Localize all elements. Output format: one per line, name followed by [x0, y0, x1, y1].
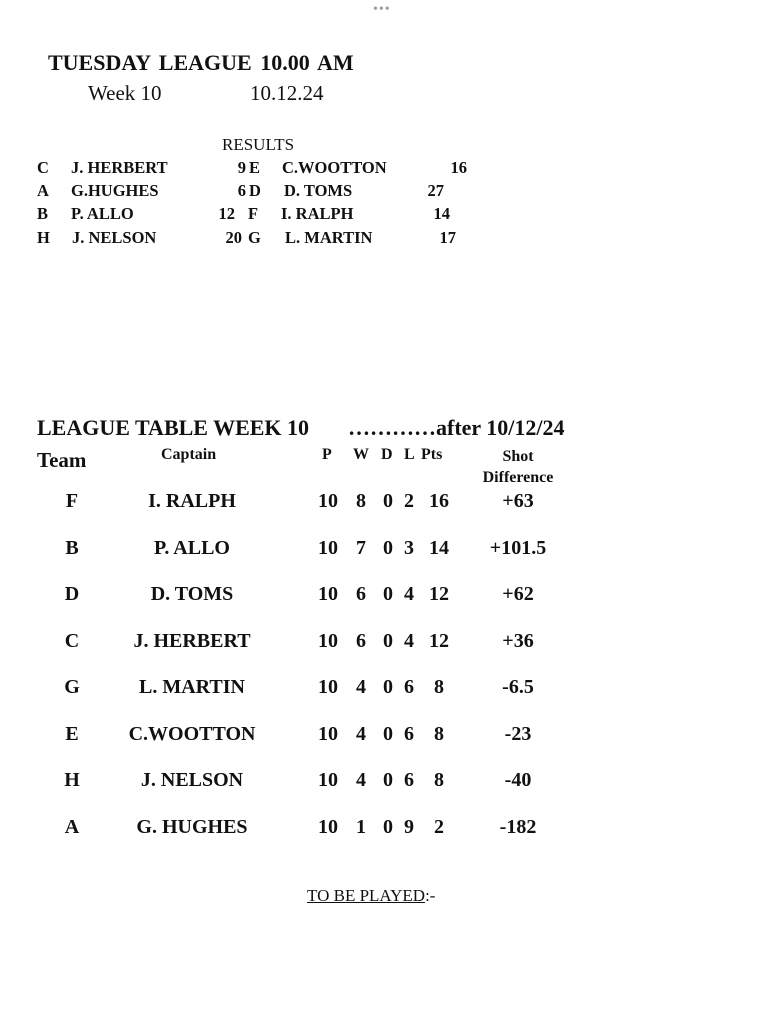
points-cell: 8: [434, 723, 444, 745]
team-cell: E: [65, 723, 79, 745]
result-home-score: 20: [225, 228, 242, 247]
results-heading: RESULTS: [222, 135, 295, 154]
captain-cell: G. HUGHES: [136, 816, 248, 838]
lost-cell: 6: [404, 676, 414, 698]
played-cell: 10: [318, 490, 338, 512]
lost-cell: 9: [404, 816, 414, 838]
played-cell: 10: [318, 583, 338, 605]
points-cell: 8: [434, 769, 444, 791]
shot-difference-cell: -182: [499, 816, 537, 838]
result-away-rink: D: [249, 181, 261, 200]
team-cell: D: [64, 583, 80, 605]
team-cell: C: [64, 630, 80, 652]
column-header-played: P: [322, 446, 332, 463]
result-away-rink: E: [249, 158, 261, 177]
result-away-rink: G: [248, 228, 261, 247]
result-home-name: G.HUGHES: [71, 181, 159, 200]
team-cell: A: [64, 816, 80, 838]
column-header-points: Pts: [421, 446, 443, 463]
captain-cell: J. NELSON: [140, 769, 244, 791]
team-cell: G: [64, 676, 80, 698]
team-cell: B: [65, 537, 79, 559]
result-away-name: D. TOMS: [284, 181, 353, 200]
result-home-name: J. HERBERT: [71, 158, 168, 177]
won-cell: 6: [356, 583, 366, 605]
captain-cell: I. RALPH: [148, 490, 236, 512]
result-home-score: 12: [218, 204, 235, 223]
won-cell: 4: [356, 769, 366, 791]
column-header-lost: L: [404, 446, 415, 463]
captain-cell: P. ALLO: [154, 537, 230, 559]
to-be-played-label: TO BE PLAYED: [307, 886, 426, 905]
shot-difference-cell: +101.5: [489, 537, 547, 559]
result-home-name: P. ALLO: [71, 204, 134, 223]
captain-cell: L. MARTIN: [139, 676, 245, 698]
column-header-shot-difference: Shot Difference: [482, 448, 554, 486]
result-home-score: 6: [237, 181, 246, 200]
column-header-drawn: D: [381, 446, 393, 463]
drawn-cell: 0: [383, 583, 393, 605]
points-cell: 8: [434, 676, 444, 698]
won-cell: 7: [356, 537, 366, 559]
shot-difference-cell: -40: [504, 769, 532, 791]
won-cell: 1: [356, 816, 366, 838]
result-home-rink: B: [37, 204, 49, 223]
lost-cell: 3: [404, 537, 414, 559]
shot-difference-cell: -6.5: [502, 676, 534, 698]
shot-difference-cell: +36: [502, 630, 534, 652]
played-cell: 10: [318, 723, 338, 745]
result-home-name: J. NELSON: [72, 228, 157, 247]
captain-cell: J. HERBERT: [133, 630, 251, 652]
played-cell: 10: [318, 676, 338, 698]
result-home-score: 9: [237, 158, 246, 177]
column-header-captain: Captain: [161, 446, 217, 463]
team-cell: F: [65, 490, 79, 512]
result-away-score: 16: [450, 158, 467, 177]
captain-cell: C.WOOTTON: [128, 723, 256, 745]
result-home-rink: A: [37, 181, 49, 200]
to-be-played-suffix: :-: [425, 886, 436, 905]
shot-difference-cell: +63: [502, 490, 534, 512]
lost-cell: 2: [404, 490, 414, 512]
points-cell: 12: [429, 583, 449, 605]
points-cell: 12: [429, 630, 449, 652]
result-away-rink: F: [248, 204, 259, 223]
played-cell: 10: [318, 769, 338, 791]
drawn-cell: 0: [383, 630, 393, 652]
column-header-team: Team: [37, 448, 87, 472]
team-cell: H: [64, 769, 80, 791]
result-away-score: 14: [433, 204, 450, 223]
played-cell: 10: [318, 537, 338, 559]
to-be-played-heading: [307, 886, 435, 906]
drawn-cell: 0: [383, 816, 393, 838]
result-away-name: L. MARTIN: [285, 228, 373, 247]
drawn-cell: 0: [383, 769, 393, 791]
league-table-after-date: …………after 10/12/24: [348, 415, 565, 440]
drawn-cell: 0: [383, 490, 393, 512]
points-cell: 2: [434, 816, 444, 838]
league-table-heading: LEAGUE TABLE WEEK 10: [37, 415, 310, 440]
played-cell: 10: [318, 816, 338, 838]
week-label: Week 10: [88, 81, 162, 105]
shot-difference-cell: +62: [502, 583, 534, 605]
drawn-cell: 0: [383, 723, 393, 745]
date-label: 10.12.24: [250, 81, 324, 105]
won-cell: 4: [356, 676, 366, 698]
points-cell: 16: [429, 490, 449, 512]
played-cell: 10: [318, 630, 338, 652]
result-away-score: 27: [427, 181, 444, 200]
result-away-name: I. RALPH: [281, 204, 354, 223]
document-title: TUESDAY LEAGUE 10.00 AM: [48, 50, 354, 75]
lost-cell: 6: [404, 769, 414, 791]
won-cell: 8: [356, 490, 366, 512]
drawn-cell: 0: [383, 537, 393, 559]
result-away-name: C.WOOTTON: [282, 158, 387, 177]
lost-cell: 4: [404, 630, 414, 652]
lost-cell: 4: [404, 583, 414, 605]
result-home-rink: H: [37, 228, 50, 247]
lost-cell: 6: [404, 723, 414, 745]
shot-difference-cell: -23: [504, 723, 532, 745]
won-cell: 6: [356, 630, 366, 652]
captain-cell: D. TOMS: [150, 583, 234, 605]
result-home-rink: C: [37, 158, 49, 177]
column-header-won: W: [353, 446, 369, 463]
drawn-cell: 0: [383, 676, 393, 698]
won-cell: 4: [356, 723, 366, 745]
more-options-icon[interactable]: •••: [373, 2, 391, 17]
result-away-score: 17: [439, 228, 456, 247]
points-cell: 14: [429, 537, 449, 559]
